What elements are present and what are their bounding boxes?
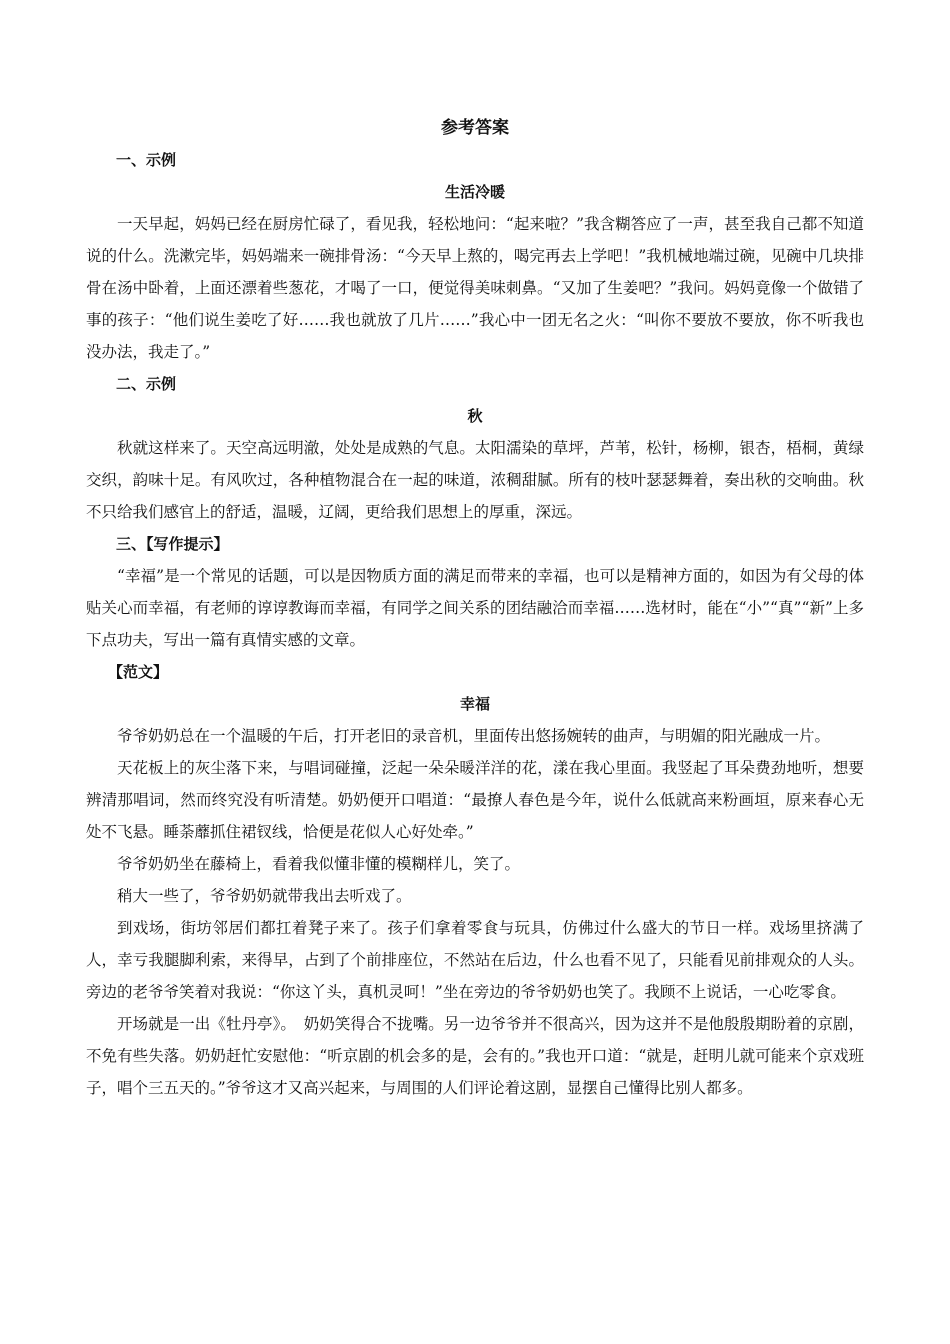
- section-2: [86, 368, 864, 528]
- sample-paragraph: 到戏场，街坊邻居们都扛着凳子来了。孩子们拿着零食与玩具，仿佛过什么盛大的节日一样。戏场里挤满了人，幸亏我腿脚利索，来得早，占到了个前排座位，不然站在后边，什么也看不见了，只能看见前排观众的人头。旁边的老爷爷笑着对我说：“你这丫头，真机灵呵！”坐在旁边的爷爷奶奶也笑了。我顾不上说话，一心吃零食。: [86, 919, 864, 1001]
- section-2-essay-title: 秋: [467, 407, 483, 425]
- section-2-paragraph: 秋就这样来了。天空高远明澈，处处是成熟的气息。太阳濡染的草坪，芦苇，松针，杨柳，银杏，梧桐，黄绿交织，韵味十足。有风吹过，各种植物混合在一起的味道，浓稠甜腻。所有的枝叶瑟瑟舞着，奏出秋的交响曲。秋不只给我们感官上的舒适，温暖，辽阔，更给我们思想上的厚重，深远。: [86, 439, 864, 521]
- sample-paragraph: 爷爷奶奶坐在藤椅上，看着我似懂非懂的模糊样儿，笑了。: [117, 855, 521, 873]
- section-1: [86, 144, 864, 368]
- section-1-heading: 一、示例: [116, 151, 177, 169]
- document-title: 参考答案: [441, 118, 509, 138]
- section-2-heading: 二、示例: [116, 375, 177, 393]
- writing-tips-paragraph: “幸福”是一个常见的话题，可以是因物质方面的满足而带来的幸福，也可以是精神方面的，如因为有父母的体贴关心而幸福，有老师的谆谆教诲而幸福，有同学之间关系的团结融洽而幸福……选材时，能在“小”“真”“新”上多下点功夫，写出一篇有真情实感的文章。: [86, 567, 864, 649]
- sample-essay-title: 幸福: [459, 695, 490, 713]
- section-1-paragraph: 一天早起，妈妈已经在厨房忙碌了，看见我，轻松地问：“起来啦？”我含糊答应了一声，甚至我自己都不知道说的什么。洗漱完毕，妈妈端来一碗排骨汤：“今天早上熬的，喝完再去上学吧！”我机械地端过碗，见碗中几块排骨在汤中卧着，上面还漂着些葱花，才喝了一口，便觉得美味刺鼻。“又加了生姜吧？”我问。妈妈竟像一个做错了事的孩子：“他们说生姜吃了好……我也就放了几片……”我心中一团无名之火：“叫你不要放不要放，你不听我也没办法，我走了。”: [86, 215, 864, 361]
- sample-paragraph: 天花板上的灰尘落下来，与唱词碰撞，泛起一朵朵暖洋洋的花，漾在我心里面。我竖起了耳朵费劲地听，想要辨清那唱词，然而终究没有听清楚。奶奶便开口唱道：“最撩人春色是今年，说什么低就高来粉画垣，原来春心无处不飞悬。睡荼蘼抓住裙钗线，恰便是花似人心好处牵。”: [86, 759, 864, 841]
- section-3-heading: 三、【写作提示】: [116, 535, 229, 553]
- section-3: [86, 528, 864, 656]
- document-page: [86, 112, 864, 1104]
- section-1-essay-title: 生活冷暖: [444, 183, 505, 201]
- sample-paragraph: 爷爷奶奶总在一个温暖的午后，打开老旧的录音机，里面传出悠扬婉转的曲声，与明媚的阳光融成一片。: [117, 727, 831, 745]
- sample-paragraph: 稍大一些了，爷爷奶奶就带我出去听戏了。: [117, 887, 412, 905]
- sample-essay-heading: 【范文】: [108, 663, 169, 681]
- sample-essay: [86, 656, 864, 1104]
- sample-paragraph: 开场就是一出《牡丹亭》。 奶奶笑得合不拢嘴。另一边爷爷并不很高兴，因为这并不是他殷殷期盼着的京剧，不免有些失落。奶奶赶忙安慰他：“听京剧的机会多的是，会有的。”我也开口道：“就是，赶明儿就可能来个京戏班子，唱个三五天的。”爷爷这才又高兴起来，与周围的人们评论着这剧，显摆自己懂得比别人都多。: [86, 1015, 864, 1097]
